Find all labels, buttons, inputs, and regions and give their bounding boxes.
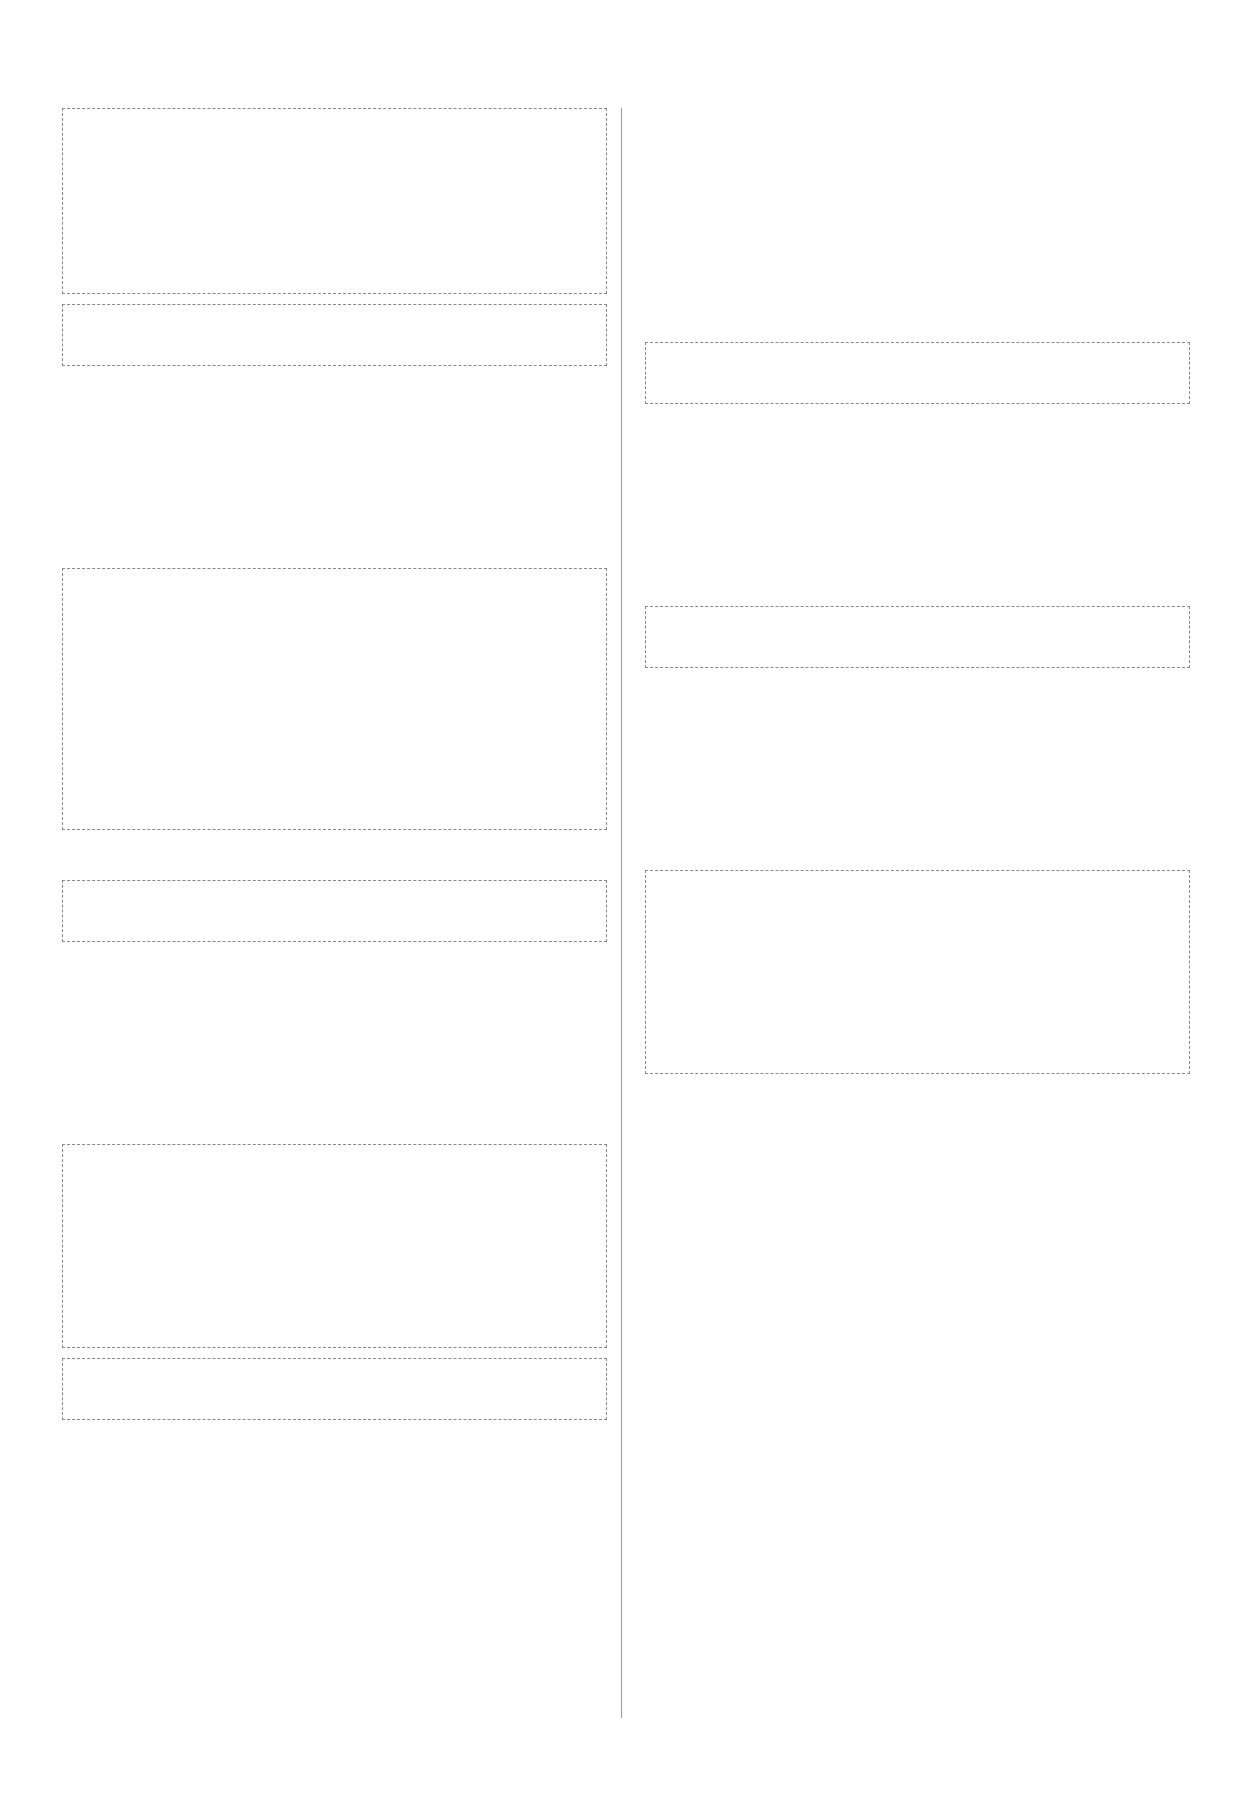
section-heading <box>645 302 1190 332</box>
answer-explanation <box>108 472 607 516</box>
answer-item <box>645 252 1190 296</box>
answer-explanation <box>691 678 1190 722</box>
answer-explanation <box>691 558 1190 602</box>
grammar-label <box>71 215 598 233</box>
answer-key <box>62 952 108 996</box>
answer-item <box>62 1430 607 1474</box>
answer-key <box>645 726 691 770</box>
answer-explanation <box>691 510 1190 554</box>
analysis-sentence-line <box>71 137 598 157</box>
answer-key <box>62 1430 108 1474</box>
answer-key <box>62 520 108 564</box>
answer-key <box>645 204 691 248</box>
answer-item <box>645 822 1190 866</box>
section-heading <box>62 840 607 870</box>
analysis-title <box>71 1151 598 1169</box>
right-column <box>645 108 1190 1718</box>
analysis-title <box>71 115 598 133</box>
sentence-analysis-box <box>62 108 607 294</box>
answer-explanation <box>691 774 1190 818</box>
answer-explanation <box>108 952 607 996</box>
grammar-label <box>71 655 598 673</box>
answer-item <box>645 558 1190 602</box>
answer-key <box>645 156 691 200</box>
column-divider <box>621 108 622 1718</box>
passage-summary-box <box>62 880 607 942</box>
answer-explanation <box>691 414 1190 458</box>
analysis-title <box>654 877 1181 895</box>
answer-explanation <box>691 108 1190 152</box>
answer-explanation <box>108 1048 607 1092</box>
grammar-label <box>71 1193 598 1211</box>
answer-key <box>645 414 691 458</box>
answer-item <box>62 520 607 564</box>
passage-summary-box <box>62 304 607 366</box>
answer-item <box>62 1000 607 1044</box>
answer-item <box>62 1096 607 1140</box>
analysis-sentence-line <box>654 975 1181 995</box>
answer-item <box>62 1048 607 1092</box>
passage-summary-box <box>645 342 1190 404</box>
analysis-sentence-line <box>71 673 598 693</box>
analysis-sentence-line <box>654 899 1181 919</box>
answer-item <box>645 774 1190 818</box>
analysis-sentence-line <box>654 937 1181 957</box>
answer-explanation <box>691 252 1190 296</box>
answer-key <box>62 472 108 516</box>
answer-item <box>645 108 1190 152</box>
answer-explanation <box>108 1000 607 1044</box>
answer-key <box>62 1096 108 1140</box>
answer-item <box>62 952 607 996</box>
answer-item <box>645 204 1190 248</box>
grammar-label <box>71 751 598 769</box>
answer-item <box>645 678 1190 722</box>
answer-key <box>62 424 108 468</box>
answer-key <box>645 510 691 554</box>
answer-item <box>62 376 607 420</box>
translation <box>654 1013 1181 1057</box>
answer-item <box>645 510 1190 554</box>
sentence-analysis-box <box>62 568 607 830</box>
answer-key <box>62 376 108 420</box>
analysis-title <box>71 575 598 593</box>
left-column <box>62 108 607 1718</box>
answer-key <box>645 558 691 602</box>
answer-item <box>645 156 1190 200</box>
answer-key <box>645 678 691 722</box>
answer-item <box>62 424 607 468</box>
answer-key <box>645 774 691 818</box>
analysis-sentence-line <box>71 597 598 617</box>
answer-item <box>645 462 1190 506</box>
sentence-analysis-box <box>62 1144 607 1348</box>
grammar-label <box>71 693 598 711</box>
analysis-sentence-line <box>71 635 598 655</box>
answer-key <box>62 1000 108 1044</box>
analysis-sentence-line <box>71 1249 598 1269</box>
answer-explanation <box>691 726 1190 770</box>
answer-key <box>645 822 691 866</box>
analysis-sentence-line <box>71 711 598 731</box>
answer-item <box>645 414 1190 458</box>
translation <box>71 233 598 277</box>
answer-key <box>645 462 691 506</box>
answer-key <box>645 252 691 296</box>
analysis-sentence-line <box>71 1173 598 1193</box>
grammar-label <box>71 1269 598 1287</box>
translation <box>71 1287 598 1331</box>
answer-explanation <box>691 156 1190 200</box>
answer-explanation <box>108 520 607 564</box>
sentence-analysis-box <box>645 870 1190 1074</box>
answer-explanation <box>108 1430 607 1474</box>
answer-explanation <box>691 462 1190 506</box>
answer-explanation <box>108 1096 607 1140</box>
grammar-label <box>654 957 1181 975</box>
answer-explanation <box>691 204 1190 248</box>
answer-item <box>62 472 607 516</box>
passage-summary-box <box>645 606 1190 668</box>
grammar-label <box>654 995 1181 1013</box>
answer-item <box>645 726 1190 770</box>
grammar-label <box>654 919 1181 937</box>
answer-key <box>645 108 691 152</box>
answer-explanation <box>108 376 607 420</box>
analysis-sentence-line <box>71 175 598 195</box>
passage-summary-box <box>62 1358 607 1420</box>
grammar-label <box>71 157 598 175</box>
answer-key <box>62 1048 108 1092</box>
translation <box>71 769 598 813</box>
analysis-sentence-line <box>71 195 598 215</box>
answer-explanation <box>108 424 607 468</box>
analysis-sentence-line <box>71 731 598 751</box>
page-number <box>0 1735 1250 1761</box>
answer-explanation <box>691 822 1190 866</box>
analysis-sentence-line <box>71 1211 598 1231</box>
grammar-label <box>71 617 598 635</box>
grammar-label <box>71 1231 598 1249</box>
